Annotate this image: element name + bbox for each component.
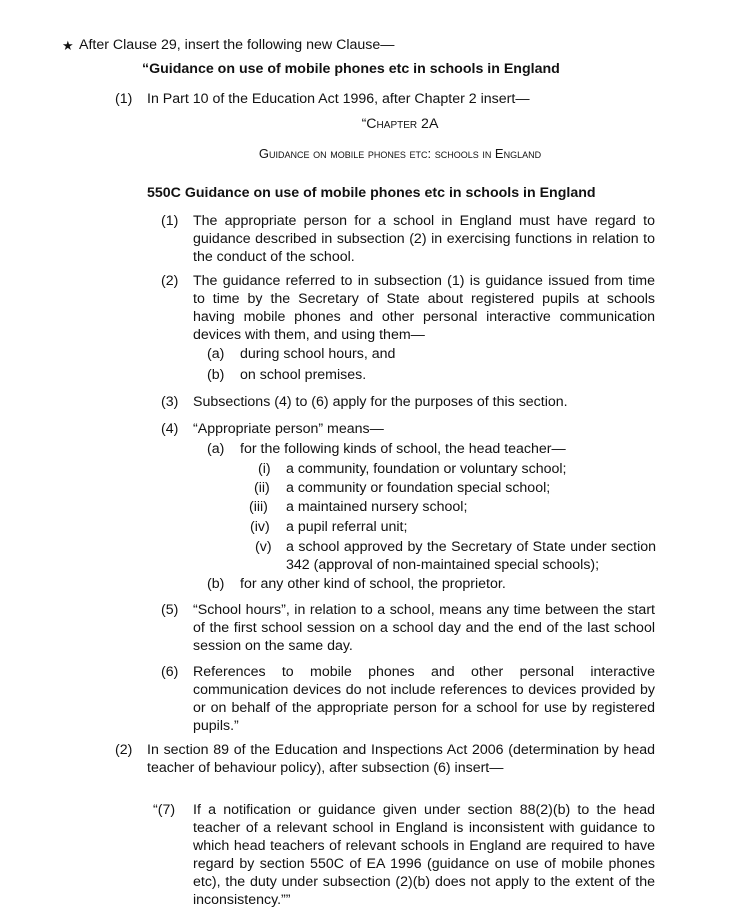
s4-iii-text: a maintained nursery school; (286, 499, 468, 515)
s4-iv-text: a pupil referral unit; (286, 519, 408, 535)
s7-number: “(7) (153, 802, 176, 818)
s5-number: (5) (161, 602, 179, 618)
s2-a-text: during school hours, and (240, 346, 396, 362)
s4-number: (4) (161, 421, 179, 437)
chapter-subtitle: Guidance on mobile phones etc: schools in England (258, 146, 542, 161)
s3-text: Subsections (4) to (6) apply for the purposes of this section. (193, 394, 568, 410)
sub2-number: (2) (115, 742, 133, 758)
s3-number: (3) (161, 394, 179, 410)
s1-number: (1) (161, 213, 179, 229)
s4-b-number: (b) (207, 576, 225, 592)
chapter-heading: “Chapter 2A (361, 116, 439, 132)
s2-number: (2) (161, 273, 179, 289)
sub1-text: In Part 10 of the Education Act 1996, after Chapter 2 insert— (147, 91, 530, 107)
s6-text: References to mobile phones and other personal interactive communication devices do not include references to devices provided by or on behalf of the appropriate person for a school for use by registered pupils.” (193, 664, 655, 734)
star-icon: ★ (62, 38, 74, 53)
sub1-number: (1) (115, 91, 133, 107)
s4-v-number: (v) (255, 539, 272, 555)
s4-text: “Appropriate person” means— (193, 421, 384, 437)
clause-title: “Guidance on use of mobile phones etc in schools in England (142, 61, 560, 77)
s4-b-text: for any other kind of school, the proprietor. (240, 576, 506, 592)
intro-text: After Clause 29, insert the following new Clause— (79, 37, 395, 53)
s4-i-number: (i) (258, 461, 271, 477)
s5-text: “School hours”, in relation to a school, means any time between the start of the first school session on a school day and the end of the last school session on the same day. (193, 602, 655, 654)
s2-b-text: on school premises. (240, 367, 367, 383)
s7-text: If a notification or guidance given under section 88(2)(b) to the head teacher of a relevant school in England is inconsistent with guidance to which head teachers of relevant schools in England are required to have regard by section 550C of EA 1996 (guidance on use of mobile phones etc), the duty under subsection (2)(b) does not apply to the extent of the inconsistency.”” (193, 802, 655, 908)
s4-iii-number: (iii) (249, 499, 268, 515)
section-heading: 550C Guidance on use of mobile phones etc in schools in England (147, 185, 596, 201)
s4-ii-number: (ii) (254, 480, 270, 496)
s4-a-number: (a) (207, 441, 225, 457)
s6-number: (6) (161, 664, 179, 680)
s1-text: The appropriate person for a school in England must have regard to guidance described in subsection (2) in exercising functions in relation to the conduct of the school. (193, 213, 655, 265)
s4-iv-number: (iv) (250, 519, 270, 535)
s2-a-number: (a) (207, 346, 225, 362)
s2-b-number: (b) (207, 367, 225, 383)
s4-a-text: for the following kinds of school, the head teacher— (240, 441, 566, 457)
s2-text: The guidance referred to in subsection (1) is guidance issued from time to time by the Secretary of State about registered pupils at schools having mobile phones and other personal interactive communication devices with them, and using them— (193, 273, 655, 343)
sub2-text: In section 89 of the Education and Inspections Act 2006 (determination by head teacher of behaviour policy), after subsection (6) insert— (147, 742, 655, 776)
s4-i-text: a community, foundation or voluntary school; (286, 461, 567, 477)
s4-ii-text: a community or foundation special school; (286, 480, 551, 496)
s4-v-text: a school approved by the Secretary of State under section 342 (approval of non-maintained special schools); (286, 539, 656, 573)
